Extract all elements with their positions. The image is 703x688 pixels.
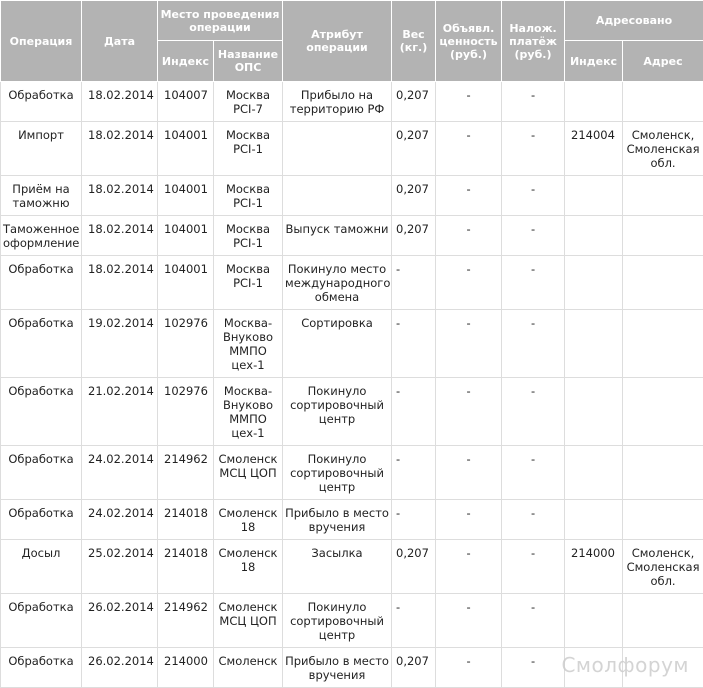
date-cell: 26.02.2014 [82, 648, 158, 688]
cod-cell: - [502, 122, 565, 176]
ops-name-cell: Москва PCI-1 [214, 216, 283, 256]
date-cell: 26.02.2014 [82, 594, 158, 648]
header-place: Место проведения операции [158, 1, 283, 41]
addressed-index-cell [565, 446, 623, 500]
header-index: Индекс [158, 41, 214, 82]
table-row [1, 122, 703, 176]
index-cell: 104001 [158, 176, 214, 216]
table-row [1, 216, 703, 256]
index-cell: 104001 [158, 216, 214, 256]
table-row [1, 378, 703, 446]
table-row [1, 540, 703, 594]
index-cell: 214962 [158, 446, 214, 500]
declared-value-cell: - [436, 446, 502, 500]
addressed-index-cell [565, 216, 623, 256]
weight-cell: - [392, 378, 436, 446]
addressed-index-cell: 214000 [565, 540, 623, 594]
addressed-index-cell [565, 378, 623, 446]
operation-cell: Обработка [1, 648, 82, 688]
addressed-index-cell [565, 82, 623, 122]
date-cell: 18.02.2014 [82, 82, 158, 122]
attribute-cell: Засылка [283, 540, 392, 594]
date-cell: 18.02.2014 [82, 176, 158, 216]
table-row [1, 176, 703, 216]
ops-name-cell: Москва PCI-1 [214, 122, 283, 176]
declared-value-cell: - [436, 594, 502, 648]
ops-name-cell: Москва PCI-7 [214, 82, 283, 122]
cod-cell: - [502, 216, 565, 256]
declared-value-cell: - [436, 648, 502, 688]
addressed-address-cell [623, 446, 703, 500]
index-cell: 104001 [158, 256, 214, 310]
date-cell: 18.02.2014 [82, 216, 158, 256]
header-declared-value: Объявл. ценность (руб.) [436, 1, 502, 82]
operation-cell: Обработка [1, 594, 82, 648]
declared-value-cell: - [436, 256, 502, 310]
header-addressed: Адресовано [565, 1, 703, 41]
index-cell: 214000 [158, 648, 214, 688]
index-cell: 214018 [158, 500, 214, 540]
index-cell: 102976 [158, 310, 214, 378]
operation-cell: Таможенное оформление [1, 216, 82, 256]
addressed-index-cell [565, 500, 623, 540]
date-cell: 24.02.2014 [82, 446, 158, 500]
operation-cell: Приём на таможню [1, 176, 82, 216]
attribute-cell [283, 122, 392, 176]
addressed-index-cell [565, 256, 623, 310]
addressed-address-cell [623, 378, 703, 446]
attribute-cell: Покинуло место международного обмена [283, 256, 392, 310]
operation-cell: Досыл [1, 540, 82, 594]
date-cell: 25.02.2014 [82, 540, 158, 594]
ops-name-cell: Москва PCI-1 [214, 176, 283, 216]
watermark: Смолфорум [561, 653, 689, 677]
header-addr-index: Индекс [565, 41, 623, 82]
weight-cell: - [392, 446, 436, 500]
operation-cell: Обработка [1, 310, 82, 378]
cod-cell: - [502, 82, 565, 122]
addressed-index-cell [565, 310, 623, 378]
declared-value-cell: - [436, 310, 502, 378]
addressed-index-cell [565, 176, 623, 216]
index-cell: 102976 [158, 378, 214, 446]
date-cell: 19.02.2014 [82, 310, 158, 378]
addressed-address-cell [623, 176, 703, 216]
cod-cell: - [502, 446, 565, 500]
ops-name-cell: Смоленск 18 [214, 500, 283, 540]
attribute-cell: Прибыло в место вручения [283, 648, 392, 688]
cod-cell: - [502, 540, 565, 594]
ops-name-cell: Смоленск 18 [214, 540, 283, 594]
ops-name-cell: Смоленск МСЦ ЦОП [214, 446, 283, 500]
addressed-address-cell [623, 256, 703, 310]
weight-cell: - [392, 500, 436, 540]
cod-cell: - [502, 256, 565, 310]
weight-cell: - [392, 256, 436, 310]
weight-cell: - [392, 594, 436, 648]
declared-value-cell: - [436, 500, 502, 540]
header-address: Адрес [623, 41, 703, 82]
weight-cell: 0,207 [392, 648, 436, 688]
date-cell: 24.02.2014 [82, 500, 158, 540]
declared-value-cell: - [436, 176, 502, 216]
weight-cell: 0,207 [392, 122, 436, 176]
attribute-cell: Сортировка [283, 310, 392, 378]
cod-cell: - [502, 176, 565, 216]
cod-cell: - [502, 310, 565, 378]
cod-cell: - [502, 594, 565, 648]
date-cell: 18.02.2014 [82, 122, 158, 176]
addressed-address-cell [623, 310, 703, 378]
index-cell: 214018 [158, 540, 214, 594]
addressed-address-cell: Смоленск, Смоленская обл. [623, 122, 703, 176]
operation-cell: Импорт [1, 122, 82, 176]
table-row [1, 82, 703, 122]
attribute-cell: Прибыло на территорию РФ [283, 82, 392, 122]
weight-cell: 0,207 [392, 216, 436, 256]
header-attribute: Атрибут операции [283, 1, 392, 82]
attribute-cell: Выпуск таможни [283, 216, 392, 256]
ops-name-cell: Смоленск [214, 648, 283, 688]
table-row [1, 446, 703, 500]
header-operation: Операция [1, 1, 82, 82]
declared-value-cell: - [436, 378, 502, 446]
table-row [1, 310, 703, 378]
addressed-address-cell [623, 594, 703, 648]
header-weight: Вес (кг.) [392, 1, 436, 82]
table-row [1, 256, 703, 310]
operation-cell: Обработка [1, 82, 82, 122]
addressed-address-cell [623, 216, 703, 256]
attribute-cell: Покинуло сортировочный центр [283, 378, 392, 446]
weight-cell: 0,207 [392, 176, 436, 216]
attribute-cell: Покинуло сортировочный центр [283, 446, 392, 500]
weight-cell: - [392, 310, 436, 378]
header-ops-name: Название ОПС [214, 41, 283, 82]
operation-cell: Обработка [1, 500, 82, 540]
date-cell: 18.02.2014 [82, 256, 158, 310]
header-cod: Налож. платёж (руб.) [502, 1, 565, 82]
ops-name-cell: Москва-Внуково ММПО цех-1 [214, 310, 283, 378]
addressed-address-cell: Смоленск, Смоленская обл. [623, 540, 703, 594]
operation-cell: Обработка [1, 378, 82, 446]
addressed-address-cell [623, 500, 703, 540]
ops-name-cell: Москва-Внуково ММПО цех-1 [214, 378, 283, 446]
header-date: Дата [82, 1, 158, 82]
table-row [1, 594, 703, 648]
attribute-cell: Покинуло сортировочный центр [283, 594, 392, 648]
attribute-cell: Прибыло в место вручения [283, 500, 392, 540]
declared-value-cell: - [436, 540, 502, 594]
index-cell: 104007 [158, 82, 214, 122]
attribute-cell [283, 176, 392, 216]
index-cell: 104001 [158, 122, 214, 176]
declared-value-cell: - [436, 122, 502, 176]
ops-name-cell: Москва PCI-1 [214, 256, 283, 310]
addressed-address-cell [623, 82, 703, 122]
cod-cell: - [502, 648, 565, 688]
addressed-index-cell: 214004 [565, 122, 623, 176]
declared-value-cell: - [436, 216, 502, 256]
operation-cell: Обработка [1, 446, 82, 500]
operation-cell: Обработка [1, 256, 82, 310]
addressed-index-cell [565, 594, 623, 648]
weight-cell: 0,207 [392, 82, 436, 122]
declared-value-cell: - [436, 82, 502, 122]
ops-name-cell: Смоленск МСЦ ЦОП [214, 594, 283, 648]
table-body [1, 82, 703, 688]
date-cell: 21.02.2014 [82, 378, 158, 446]
cod-cell: - [502, 500, 565, 540]
cod-cell: - [502, 378, 565, 446]
index-cell: 214962 [158, 594, 214, 648]
weight-cell: 0,207 [392, 540, 436, 594]
table-row [1, 500, 703, 540]
